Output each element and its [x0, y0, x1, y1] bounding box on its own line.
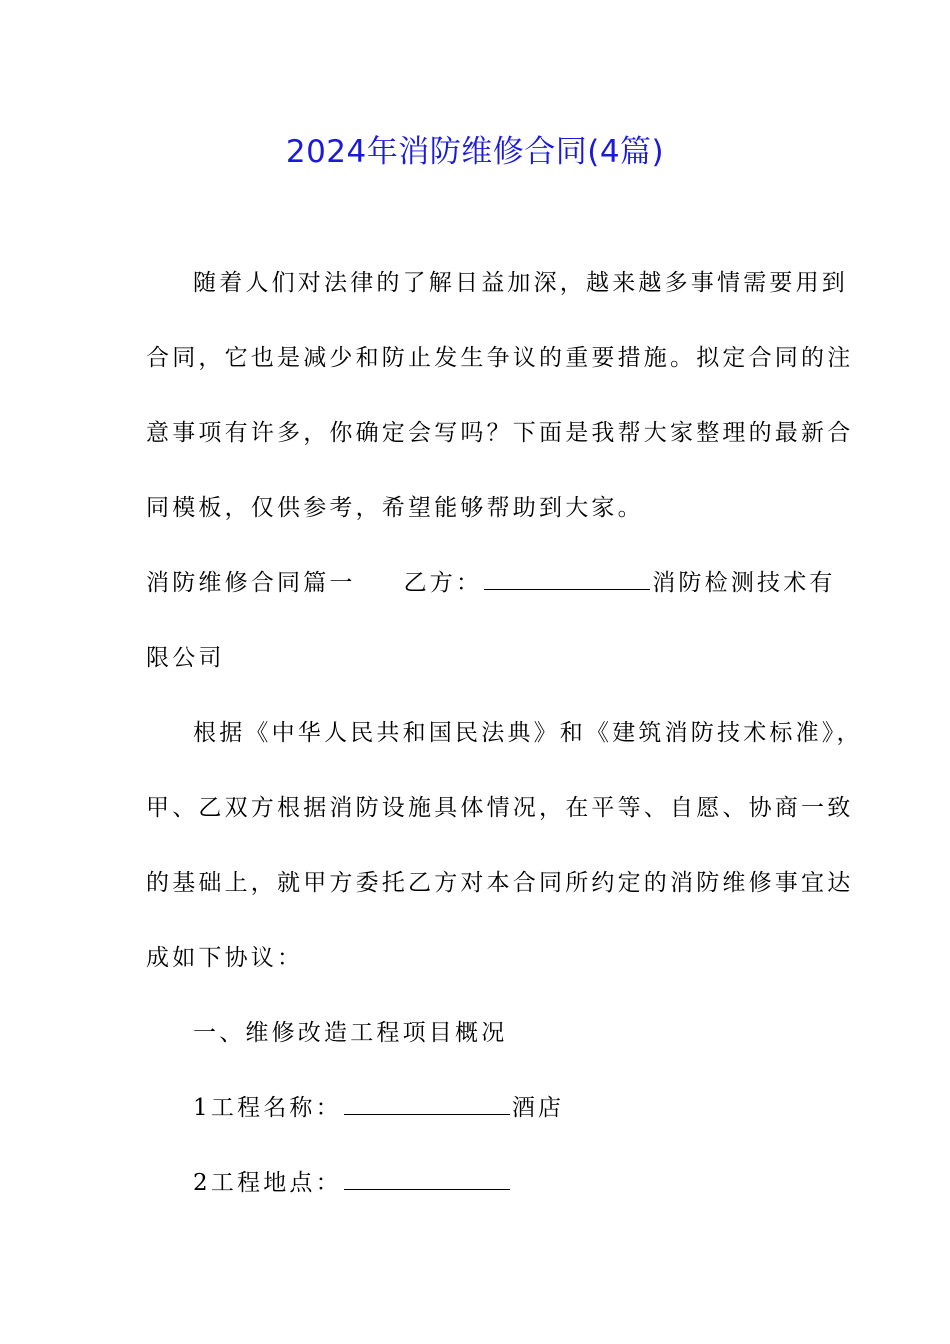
- intro-line-4: 同模板，仅供参考，希望能够帮助到大家。: [146, 495, 644, 521]
- party-b-line: [146, 546, 836, 621]
- party-b-blank: [484, 569, 650, 590]
- item-2-label: 2工程地点：: [193, 1170, 342, 1196]
- document-title: 2024年消防维修合同(4篇): [285, 134, 665, 170]
- item-2-line: [146, 1146, 812, 1221]
- intro-line-3: 意事项有许多，你确定会写吗？下面是我帮大家整理的最新合: [146, 420, 854, 446]
- document-body: [146, 246, 863, 1221]
- basis-line-4: 成如下协议：: [146, 945, 304, 971]
- party-b-suffix: 消防检测技术有: [652, 570, 836, 596]
- basis-line-1: 根据《中华人民共和国民法典》和《建筑消防技术标准》，: [193, 720, 863, 746]
- item-2-blank: [344, 1169, 510, 1190]
- item-1-line: [146, 1071, 812, 1146]
- basis-line-2: 甲、乙双方根据消防设施具体情况，在平等、自愿、协商一致: [146, 795, 854, 821]
- basis-line-3: 的基础上，就甲方委托乙方对本合同所约定的消防维修事宜达: [146, 870, 854, 896]
- clause-1-heading: 一、维修改造工程项目概况: [193, 1020, 508, 1046]
- party-b-suffix-cont: 限公司: [146, 645, 225, 671]
- intro-line-2: 合同，它也是减少和防止发生争议的重要措施。拟定合同的注: [146, 345, 854, 371]
- intro-line-1: 随着人们对法律的了解日益加深，越来越多事情需要用到: [193, 270, 848, 296]
- item-1-blank: [344, 1094, 510, 1115]
- item-1-label: 1工程名称：: [193, 1095, 342, 1121]
- section-heading: 消防维修合同篇一: [146, 570, 356, 596]
- party-b-label: 乙方：: [403, 570, 483, 596]
- item-1-suffix: 酒店: [511, 1095, 565, 1121]
